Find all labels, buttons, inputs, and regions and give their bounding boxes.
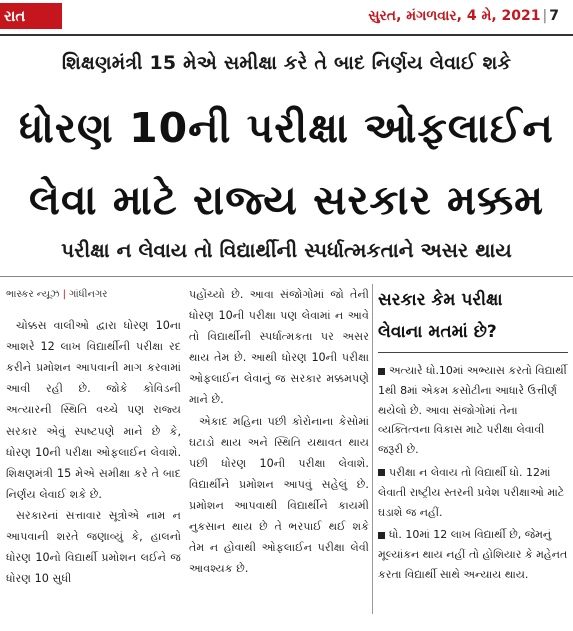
folio-separator: | (542, 8, 548, 24)
article-paragraph: ચોક્કસ વાલીઓ દ્વારા ધોરણ 10ના આશરે 12 લાખ વિદ્યાર્થીની પરીક્ષા રદ કરીને પ્રમોશન આપવાની માગ કરવામાં આવી રહી છે. જોકે કોવિડની અત્યારની સ્થિતિ વચ્ચે પણ રાજ્ય સરકાર એવું સ્પષ્ટપણે માને છે કે, ધોરણ 10ની પરીક્ષા ઓફલાઈન લેવાશે. શિક્ષણમંત્રી 15 મેએ સમીક્ષા કરે તે બાદ નિર્ણય લેવાઈ શકે છે. (6, 319, 181, 501)
header-rule (0, 34, 573, 36)
sidebar-item-text: પરીક્ષા ન લેવાય તો વિદ્યાર્થી ધો. 12માં લેવાતી રાષ્ટ્રીય સ્તરની પ્રવેશ પરીક્ષાઓ માટે ઘડાશે જ નહીં. (378, 465, 565, 519)
headline-line-1: ધોરણ 10ની પરીક્ષા ઓફલાઈન (19, 104, 554, 152)
kicker: શિક્ષણમંત્રી 15 મેએ સમીક્ષા કરે તે બાદ નિર્ણય લેવાઈ શકે (61, 52, 512, 74)
byline (6, 284, 181, 305)
sidebar-box (378, 284, 568, 588)
sidebar-item-text: અત્યારે ધો.10માં અભ્યાસ કરતો વિદ્યાર્થી 1થી 8માં એકમ કસોટીના આધારે ઉત્તીર્ણ થયેલો છે. આવા સંજોગોમાં તેના વ્યક્તિત્વના વિકાસ માટે પરીક્ષા લેવાવી જરૂરી છે. (378, 364, 567, 457)
article-column-2 (189, 284, 369, 579)
headline-line-2: લેવા માટે રાજ્ય સરકાર મક્કમ (28, 176, 545, 224)
page-number: 7 (549, 8, 559, 24)
sidebar-item (378, 525, 568, 584)
sidebar-item (378, 361, 568, 460)
byline-source: ભાસ્કર ન્યૂઝ (6, 289, 60, 300)
dateline: સુરત, મંગળવાર, 4 મે, 2021 (368, 8, 541, 24)
square-bullet-icon (378, 469, 385, 476)
sidebar-title-line-1: સરકાર કેમ પરીક્ષા (378, 290, 503, 310)
section-label: રાત (0, 3, 62, 29)
byline-separator: | (62, 289, 66, 300)
sidebar-rule (378, 352, 568, 353)
article-column-1 (6, 284, 181, 589)
deck: પરીક્ષા ન લેવાય તો વિદ્યાર્થીની સ્પર્ધાત્મકતાને અસર થાય (61, 238, 512, 262)
article-paragraph: પહોંચ્યો છે. આવા સંજોગોમાં જો તેની ધોરણ 10ની પરીક્ષા પણ લેવામાં ન આવે તો વિદ્યાર્થીની સ્પર્ધાત્મકતા પર અસર થાય તેમ છે. આથી ધોરણ 10ની પરીક્ષા ઓફલાઈન લેવાનું જ સરકાર મક્કમપણે માને છે. (189, 288, 369, 407)
sidebar-divider (372, 284, 373, 614)
article-paragraph: એકાદ મહિના પછી કોરોનાના કેસોમાં ઘટાડો થાય અને સ્થિતિ યથાવત થાય પછી ધોરણ 10ની પરીક્ષા લેવાશે. વિદ્યાર્થીને પ્રમોશન આપવું સહેલું છે. પ્રમોશન આપવાથી વિદ્યાર્થીને કાયમી નુકસાન થાય છે તે ભરપાઈ થઈ શકે તેમ ન હોવાથી ઓફલાઈન પરીક્ષા લેવી આવશ્યક છે. (189, 414, 369, 576)
page-header (0, 0, 573, 36)
sidebar-item (378, 463, 568, 522)
folio (368, 8, 559, 24)
deck-rule (0, 276, 573, 277)
byline-place: ગાંધીનગર (68, 289, 108, 300)
article-paragraph: સરકારનાં સત્તાવાર સૂત્રોએ નામ ન આપવાની શરતે જણાવ્યું કે, હાલનો ધોરણ 10નો વિદ્યાર્થી પ્રમોશન લઈને જ ધોરણ 10 સુધી (6, 508, 181, 586)
sidebar-item-text: ધો. 10માં 12 લાખ વિદ્યાર્થી છે, જેમનું મૂલ્યાંકન થાય નહીં તો હોશિયાર કે મહેનત કરતા વિદ્યાર્થી સાથે અન્યાય થાય. (378, 528, 568, 581)
square-bullet-icon (378, 368, 385, 375)
square-bullet-icon (378, 532, 385, 539)
sidebar-title-line-2: લેવાના મતમાં છે? (378, 322, 497, 342)
